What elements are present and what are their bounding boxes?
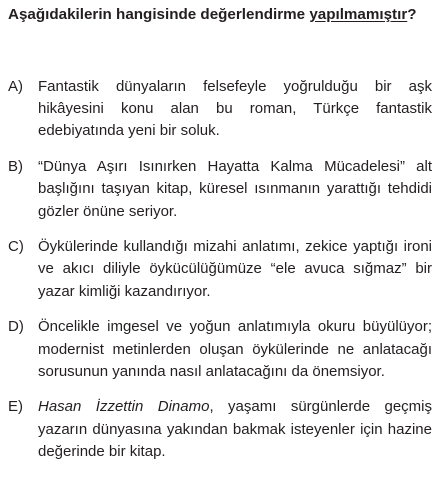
option-letter: A) [8,78,23,95]
answer-options [0,76,441,477]
option-letter: E) [8,398,23,416]
option-letter: D) [8,318,24,336]
option-d[interactable] [0,316,441,383]
question-text-start: Aşağıdakilerin hangisinde değerlendirme [8,6,310,23]
option-b[interactable] [0,156,441,223]
option-letter: C) [8,238,24,256]
option-text: “Dünya Aşırı Isınırken Hayatta Kalma Mücadelesi” alt başlığını taşıyan kitap, küresel ısınmanın yarattığı tehdidi gözler önüne seriyor. [38,158,432,220]
option-text: Öykülerinde kullandığı mizahi anlatımı, zekice yaptığı ironi ve akıcı diliyle öykücülüğümüze “ele avuca sığmaz” bir yazar kimliği kazandırıyor. [38,238,432,300]
question-text-end: ? [407,6,417,23]
option-a[interactable] [0,76,441,143]
option-letter: B) [8,158,23,176]
question-text-underlined: yapılmamıştır [309,6,408,23]
option-text: Fantastik dünyaların felsefeyle yoğrulduğu bir aşk hikâyesini konu alan bu roman, Türkçe fantastik edebiyatında yeni bir soluk. [38,78,432,140]
option-c[interactable] [0,236,441,303]
option-e[interactable] [0,396,441,463]
question-stem [8,4,432,26]
option-text: , yaşamı sürgünlerde geçmiş yazarın dünyasına yakından bakmak isteyenler için hazine değerinde bir kitap. [38,398,433,460]
option-text: Öncelikle imgesel ve yoğun anlatımıyla okuru büyülüyor; modernist metinlerden oluşan öykülerinde ne anlatacağı sorusunun yanında nasıl anlatacağını da önemsiyor. [38,318,432,380]
book-title: Hasan İzzettin Dinamo [38,398,210,416]
